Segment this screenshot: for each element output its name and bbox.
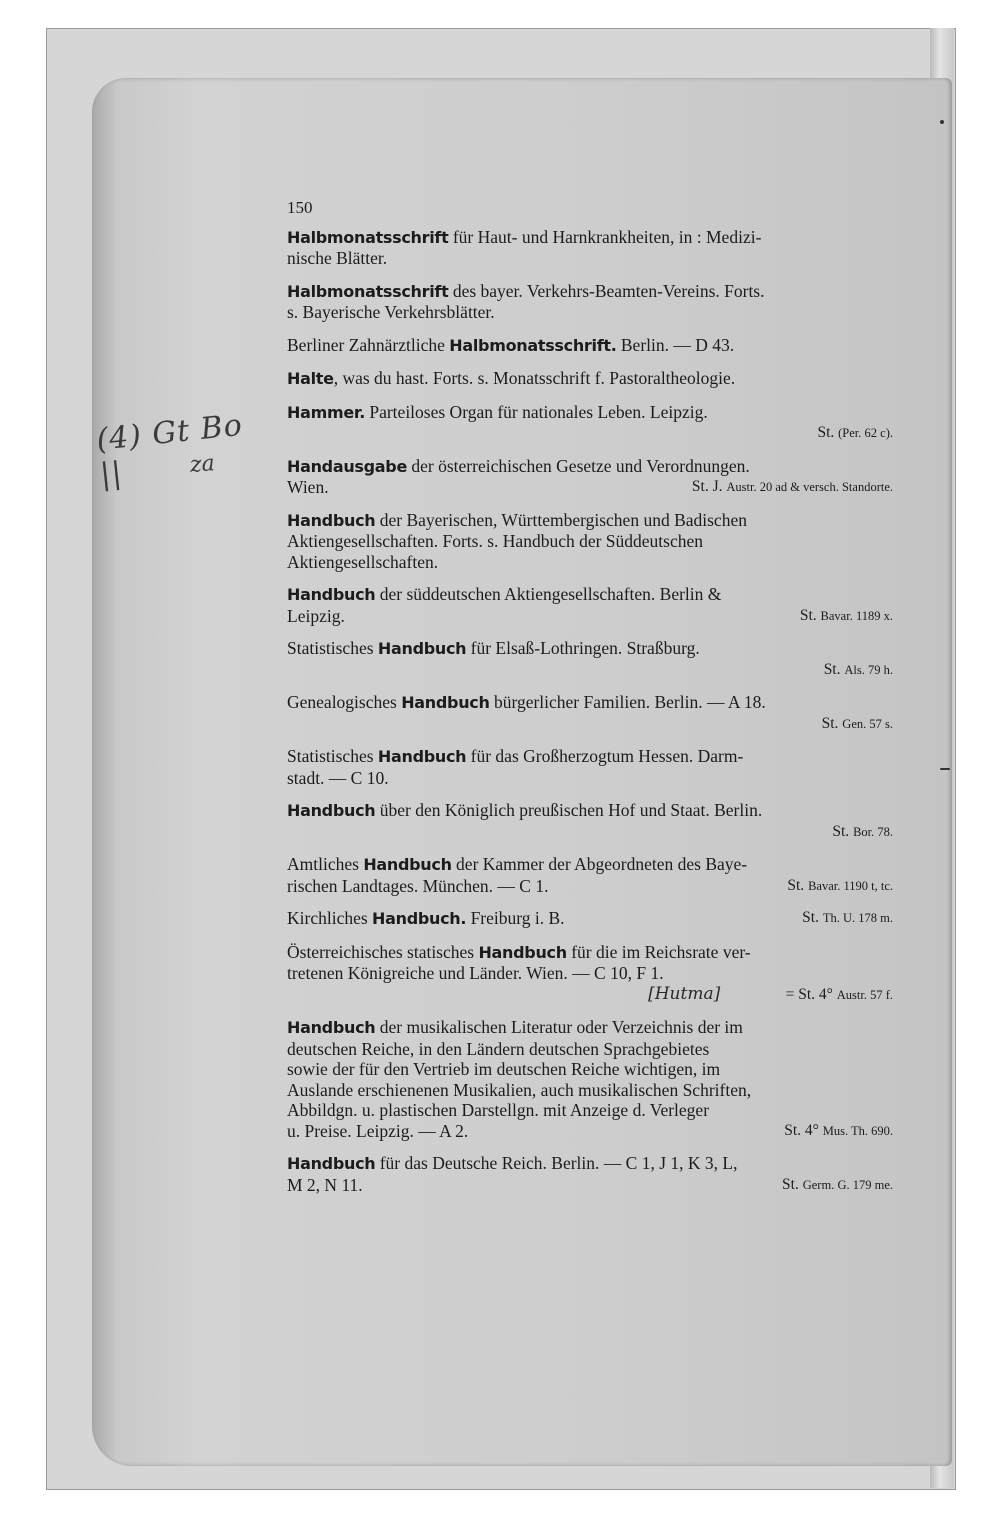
entry-text: für das Deutsche Reich. Berlin. — C 1, J 1, K 3, L, <box>375 1153 738 1173</box>
shelfmark-prefix: St. <box>821 714 843 732</box>
entry-line <box>287 280 893 303</box>
entry-text: , was du hast. Forts. s. Monatsschrift f. Pastoraltheologie. <box>333 368 736 388</box>
entry-keyword: Handbuch. <box>372 909 467 928</box>
entry-text: Kirchliches <box>287 908 373 928</box>
entry-line <box>287 875 893 897</box>
entry-text: Aktiengesellschaften. Forts. s. Handbuch der Süddeutschen <box>287 531 704 551</box>
entry-line <box>287 551 893 573</box>
entry-keyword: Handausgabe <box>287 456 407 476</box>
entry-line <box>287 368 893 390</box>
entry-line <box>287 941 893 964</box>
entry-line <box>287 248 893 269</box>
entry-keyword: Halbmonatsschrift. <box>449 335 617 355</box>
shelfmark-prefix: = St. 4° <box>785 985 837 1003</box>
shelfmark-code: Mus. Th. 690. <box>822 1123 893 1138</box>
shelfmark-code: Bavar. 1190 t, tc. <box>808 878 893 893</box>
shelfmark <box>309 714 893 735</box>
entry-keyword: Handbuch <box>401 693 490 712</box>
entry-keyword: Hammer. <box>287 402 365 422</box>
entry-line <box>287 1120 893 1142</box>
entry-line <box>287 509 893 532</box>
entry-line <box>287 1174 893 1196</box>
entry-line <box>287 1059 893 1080</box>
shelfmark-prefix: St. <box>802 909 823 926</box>
entry-text: für Haut- und Harnkrankheiten, in : Medizi- <box>448 226 762 247</box>
entry-text: der musikalischen Literatur oder Verzeichnis der im <box>375 1017 743 1037</box>
catalog-entry <box>287 800 893 842</box>
shelfmark-code: Th. U. 178 m. <box>822 911 893 925</box>
entry-text: Berliner Zahnärztliche <box>287 334 450 355</box>
entry-line <box>287 692 893 714</box>
shelfmark-prefix: St. <box>799 606 821 624</box>
shelfmark-code: Austr. 57 f. <box>836 987 893 1002</box>
entry-text: bürgerlicher Familien. Berlin. — A 18. <box>489 692 766 712</box>
catalog-entry <box>287 746 893 788</box>
entry-line <box>287 963 893 984</box>
entry-text: M 2, N 11. <box>287 1174 363 1195</box>
entry-line <box>287 455 893 478</box>
shelfmark-code: Germ. G. 179 me. <box>802 1177 893 1192</box>
catalog-entry <box>287 1153 893 1195</box>
entry-text: Amtliches <box>287 854 364 874</box>
entry-line <box>287 1079 893 1101</box>
shelfmark-code: (Per. 62 c). <box>838 426 893 440</box>
entry-text: Aktiengesellschaften. <box>287 551 439 572</box>
entry-text: der österreichischen Gesetze und Verordnungen. <box>407 455 750 476</box>
entry-text: Statistisches <box>287 746 378 766</box>
shelfmark <box>802 908 893 929</box>
entry-text: Abbildgn. u. plastischen Darstellgn. mit Anzeige d. Verleger <box>287 1100 710 1120</box>
entry-keyword: Halbmonatsschrift <box>287 227 449 247</box>
entry-line <box>287 302 893 323</box>
shelfmark-prefix: St. J. <box>691 478 727 495</box>
entry-keyword: Handbuch <box>287 1154 376 1173</box>
entry-text: Parteiloses Organ für nationales Leben. Leipzig. <box>364 401 708 422</box>
catalog-entry <box>287 908 893 930</box>
entry-text: der Bayerischen, Württembergischen und Badischen <box>375 509 747 530</box>
entry-line <box>287 1153 893 1175</box>
catalog-entry <box>287 510 893 573</box>
shelfmark <box>787 876 893 897</box>
entry-keyword: Handbuch <box>363 855 452 874</box>
entry-text: s. Bayerische Verkehrsblätter. <box>287 302 495 322</box>
entry-line <box>287 746 893 768</box>
entry-line <box>287 334 893 357</box>
entry-text: für Elsaß-Lothringen. Straßburg. <box>466 638 700 658</box>
shelfmark-prefix: St. <box>832 822 854 840</box>
entry-keyword: Halbmonatsschrift <box>287 281 449 301</box>
entry-line <box>287 531 893 552</box>
entry-line <box>287 477 893 498</box>
shelfmark <box>309 984 893 1006</box>
margin-dash <box>940 768 950 770</box>
entry-text: rischen Landtages. München. — C 1. <box>287 875 549 896</box>
entry-text: Freiburg i. B. <box>466 908 565 928</box>
catalog-entry <box>287 854 893 896</box>
entry-keyword: Handbuch <box>377 747 467 766</box>
shelfmark-code: Austr. 20 ad & versch. Standorte. <box>726 480 893 494</box>
entry-keyword: Handbuch <box>287 510 376 530</box>
entry-line <box>287 854 893 876</box>
catalog-entry <box>287 227 893 269</box>
entry-keyword: Handbuch <box>287 801 376 820</box>
shelfmark <box>782 1175 893 1196</box>
entry-text: Österreichisches statisches <box>287 941 479 962</box>
shelfmark <box>692 477 893 498</box>
entry-line <box>287 908 893 930</box>
shelfmark <box>309 423 893 444</box>
handwritten-annotation: [Hutma] <box>648 983 726 1004</box>
entry-line <box>287 1038 893 1060</box>
entry-text: für die im Reichsrate ver- <box>566 941 751 962</box>
entry-line <box>287 638 893 660</box>
page-number: 150 <box>287 198 313 217</box>
entry-text: deutschen Reiche, in den Ländern deutschen Sprachgebietes <box>287 1038 710 1059</box>
shelfmark-code: Als. 79 h. <box>844 662 893 677</box>
entry-text: Statistisches <box>287 638 378 658</box>
entry-keyword: Halte <box>287 369 334 388</box>
entry-line <box>287 584 893 606</box>
entry-text: Genealogisches <box>287 692 402 712</box>
catalog-entry <box>287 692 893 734</box>
catalog-entry <box>287 335 893 357</box>
entry-text: Wien. <box>287 477 329 497</box>
shelfmark <box>784 1121 893 1142</box>
entry-line <box>287 767 893 789</box>
entry-text: Leipzig. <box>287 605 345 626</box>
shelfmark-prefix: St. <box>782 1175 803 1193</box>
entry-text: für das Großherzogtum Hessen. Darm- <box>466 746 744 766</box>
entry-keyword: Handbuch <box>377 639 467 658</box>
catalog-entry <box>287 584 893 626</box>
catalog-entry <box>287 1017 893 1141</box>
entry-keyword: Handbuch <box>478 942 567 962</box>
handwritten-note-line1: (4) Gt Bo || <box>94 407 245 493</box>
handwritten-margin-note <box>94 407 268 493</box>
shelfmark <box>309 822 893 843</box>
entry-text: über den Königlich preußischen Hof und Staat. Berlin. <box>375 800 763 820</box>
entry-line <box>287 1100 893 1121</box>
entry-keyword: Handbuch <box>287 585 376 604</box>
catalog-entry <box>287 638 893 680</box>
entry-text: nische Blätter. <box>287 248 388 268</box>
handwritten-note-line2: za <box>189 451 216 478</box>
entry-text: Berlin. — D 43. <box>616 334 735 355</box>
shelfmark <box>800 606 893 627</box>
shelfmark-prefix: St. <box>817 424 839 441</box>
shelfmark-code: Gen. 57 s. <box>842 716 893 731</box>
entry-keyword: Handbuch <box>287 1018 376 1037</box>
margin-dot <box>940 120 944 124</box>
page-content <box>287 198 893 1207</box>
entry-text: der süddeutschen Aktiengesellschaften. Berlin & <box>375 584 722 604</box>
catalog-entry <box>287 368 893 390</box>
entry-text: Auslande erschienenen Musikalien, auch musikalischen Schriften, <box>287 1079 752 1100</box>
shelfmark <box>309 660 893 681</box>
entry-text: der Kammer der Abgeordneten des Baye- <box>451 854 748 874</box>
entry-text: sowie der für den Vertrieb im deutschen Reiche wichtigen, im <box>287 1059 721 1079</box>
shelfmark-prefix: St. <box>787 876 809 894</box>
entry-line <box>287 226 893 249</box>
catalog-entry <box>287 281 893 323</box>
entry-text: tretenen Königreiche und Länder. Wien. — C 10, F 1. <box>287 963 664 983</box>
entry-line <box>287 605 893 627</box>
catalog-entry <box>287 456 893 498</box>
entry-list <box>287 227 893 1196</box>
entry-line <box>287 1017 893 1039</box>
entry-line <box>287 401 893 424</box>
catalog-entry <box>287 942 893 1006</box>
entry-text: des bayer. Verkehrs-Beamten-Vereins. Forts. <box>448 280 765 301</box>
entry-text: stadt. — C 10. <box>287 767 389 788</box>
shelfmark-code: Bor. 78. <box>853 824 893 839</box>
shelfmark-prefix: St. <box>823 660 845 678</box>
shelfmark-prefix: St. 4° <box>784 1121 823 1139</box>
shelfmark-code: Bavar. 1189 x. <box>820 608 893 623</box>
entry-text: u. Preise. Leipzig. — A 2. <box>287 1120 469 1141</box>
entry-line <box>287 800 893 822</box>
catalog-entry <box>287 402 893 444</box>
